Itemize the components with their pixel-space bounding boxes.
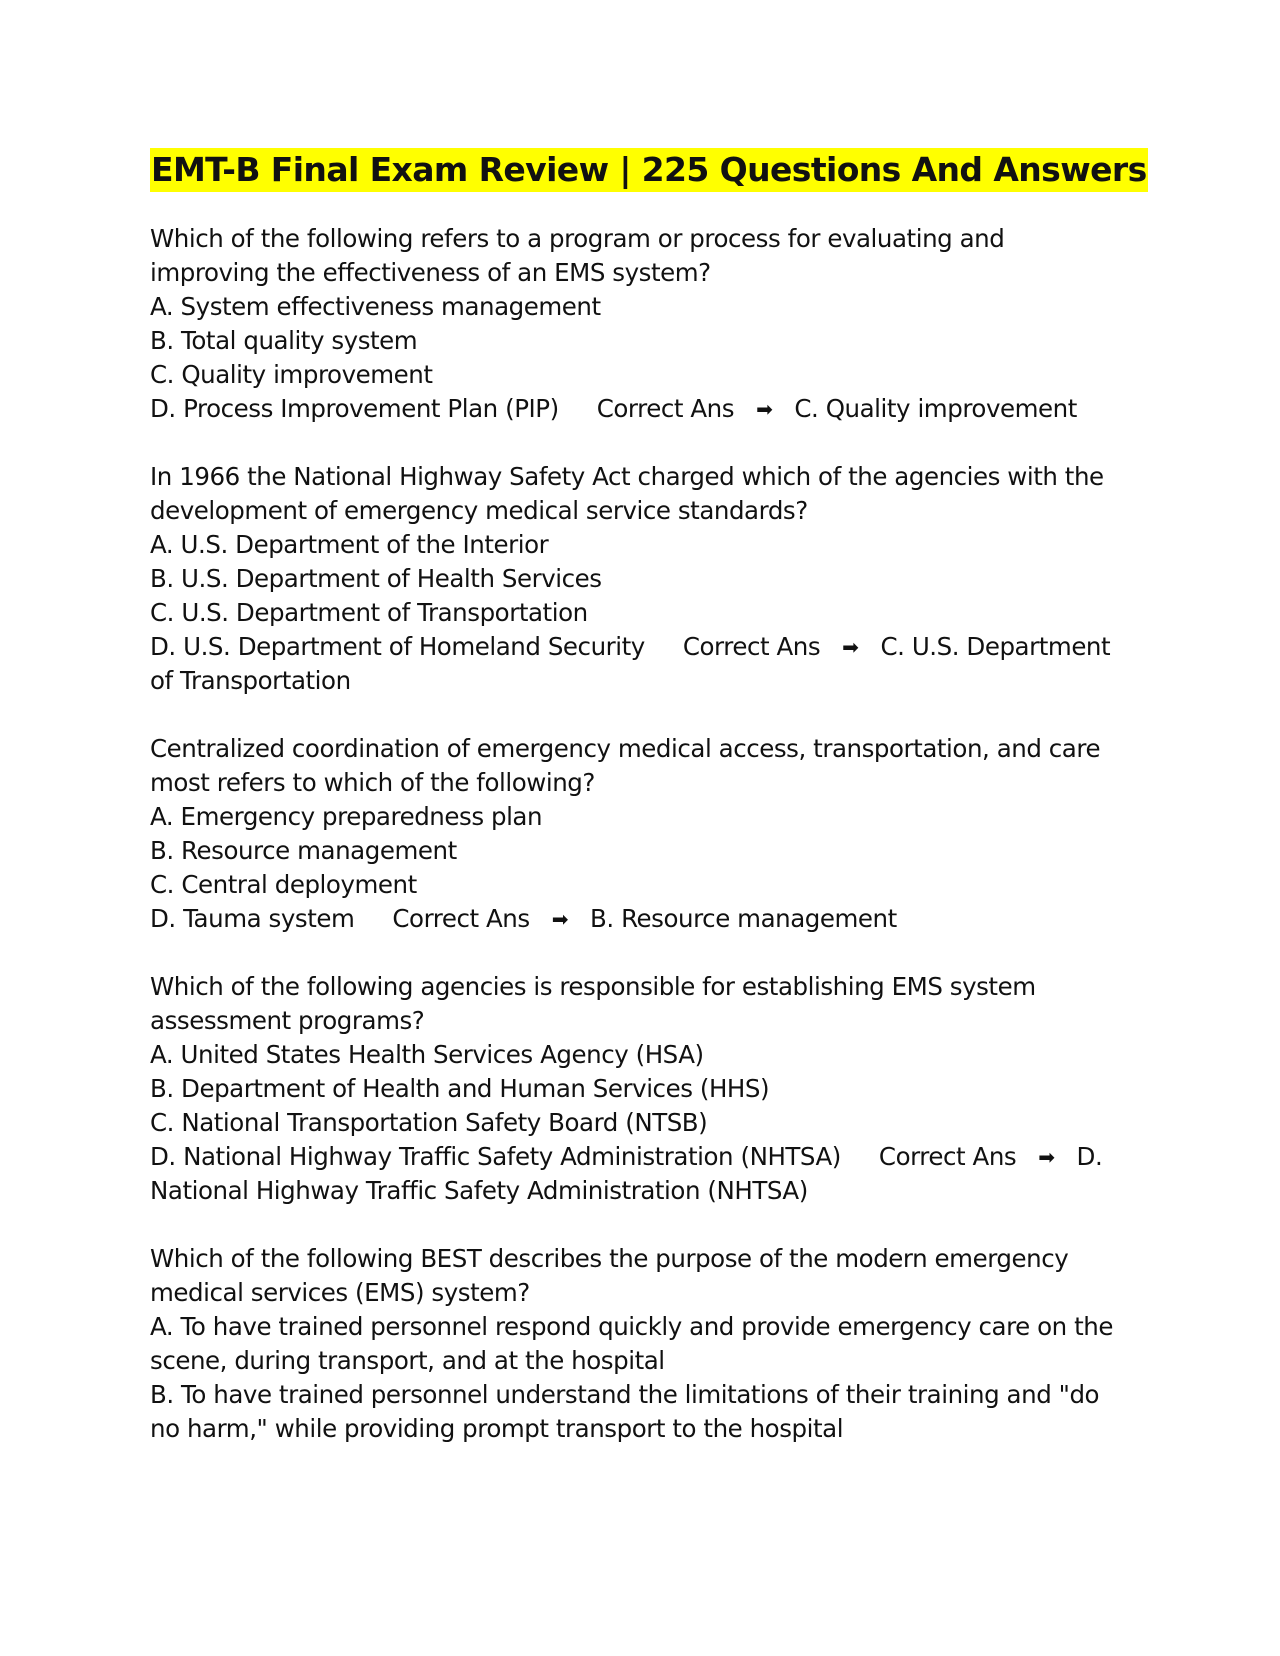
arrow-right-icon: ➡ (756, 397, 773, 421)
question-block (150, 970, 1130, 1208)
question-block (150, 460, 1130, 698)
correct-answer: C. U.S. Department of Transportation (150, 632, 1118, 695)
question-text: In 1966 the National Highway Safety Act charged which of the agencies with the development of emergency medical service standards? (150, 462, 1112, 525)
correct-ans-label: Correct Ans (878, 1142, 1017, 1171)
option-d-with-answer (150, 1140, 1130, 1208)
question-block (150, 1242, 1130, 1446)
option-b: B. To have trained personnel understand the limitations of their training and "do no harm," while providing prompt transport to the hospital (150, 1380, 1107, 1443)
question-text: Centralized coordination of emergency medical access, transportation, and care most refers to which of the following? (150, 734, 1108, 797)
question-text: Which of the following agencies is responsible for establishing EMS system assessment programs? (150, 972, 1043, 1035)
question-text: Which of the following BEST describes the purpose of the modern emergency medical services (EMS) system? (150, 1244, 1076, 1307)
option-a: A. System effectiveness management (150, 292, 601, 321)
question-text: Which of the following refers to a program or process for evaluating and improving the effectiveness of an EMS system? (150, 224, 1012, 287)
option-a: A. U.S. Department of the Interior (150, 530, 549, 559)
option-d: D. National Highway Traffic Safety Administration (NHTSA) (150, 1142, 841, 1171)
document-title: EMT-B Final Exam Review | 225 Questions And Answers (150, 148, 1148, 192)
option-b: B. Department of Health and Human Services (HHS) (150, 1074, 770, 1103)
option-d: D. Tauma system (150, 904, 355, 933)
question-block (150, 732, 1130, 936)
arrow-right-icon: ➡ (551, 907, 569, 931)
correct-ans-label: Correct Ans (682, 632, 821, 661)
option-a: A. Emergency preparedness plan (150, 802, 543, 831)
option-b: B. Total quality system (150, 326, 418, 355)
correct-ans-label: Correct Ans (392, 904, 530, 933)
option-d: D. Process Improvement Plan (PIP) (150, 394, 559, 423)
option-d-with-answer (150, 902, 1130, 936)
option-a: A. To have trained personnel respond quickly and provide emergency care on the scene, during transport, and at the hospital (150, 1312, 1121, 1375)
correct-answer: D. National Highway Traffic Safety Administration (NHTSA) (150, 1142, 1110, 1205)
question-block (150, 222, 1130, 426)
option-a: A. United States Health Services Agency (HSA) (150, 1040, 704, 1069)
option-d-with-answer (150, 392, 1130, 426)
document-page (150, 148, 1147, 1446)
option-c: C. Quality improvement (150, 360, 433, 389)
option-c: C. Central deployment (150, 870, 417, 899)
arrow-right-icon: ➡ (1038, 1145, 1055, 1169)
option-b: B. Resource management (150, 836, 457, 865)
option-b: B. U.S. Department of Health Services (150, 564, 602, 593)
arrow-right-icon: ➡ (842, 635, 859, 659)
correct-answer: B. Resource management (590, 904, 897, 933)
option-d: D. U.S. Department of Homeland Security (150, 632, 645, 661)
correct-ans-label: Correct Ans (596, 394, 735, 423)
option-c: C. U.S. Department of Transportation (150, 598, 588, 627)
option-c: C. National Transportation Safety Board (NTSB) (150, 1108, 708, 1137)
correct-answer: C. Quality improvement (794, 394, 1077, 423)
option-d-with-answer (150, 630, 1130, 698)
